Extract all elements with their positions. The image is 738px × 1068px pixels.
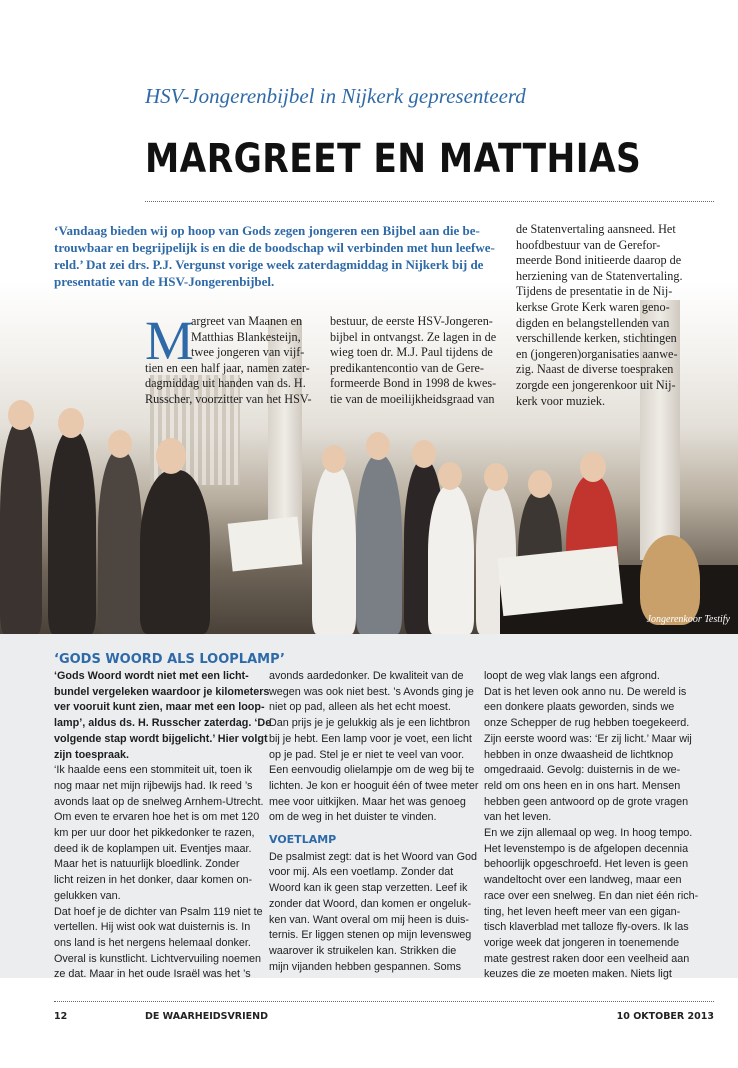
- article-kicker: HSV-Jongerenbijbel in Nijkerk gepresenteerd: [145, 84, 526, 108]
- speech-column-3: loopt de weg vlak langs een afgrond. Dat is het leven ook anno nu. De wereld is een donkere plaats geworden, sinds we onze Schepper de rug hebben toegekeerd. Zijn eerste woord was: ‘Er zij licht.’ Maar wij hebben in onze dwaasheid de lichtknop omgedraaid. Gevolg: duisternis in de we- reld om ons heen en in ons hart. Mensen hebben geen antwoord op de grote vragen van het leven. En we zijn allemaal op weg. In hoog tempo. Het levenstempo is de afgelopen decennia behoorlijk opgeschroefd. Het leven is geen wandeltocht over een landweg, maar een race over een snelweg. En dan niet één rich- ting, het leven heeft meer van een gigan- tisch klaverblad met talloze fly-overs. Ik las vorige week dat jongeren in toenemende mate gestrest raken door een veelheid aan keuzes die ze moeten maken. Niets ligt: [484, 670, 699, 981]
- choir-member: [312, 465, 356, 634]
- page-number: 12: [54, 1011, 68, 1022]
- speech-column-2: avonds aardedonker. De kwaliteit van de wegen was ook niet best. ’s Avonds ging je niet op pad, alleen als het echt moest. Dan prijs je je gelukkig als je een lichtbron bij je hebt. Een lamp voor je voet, een licht op je pad. Stel je er niet te veel van voor. Een eenvoudig olielampje om de weg bij te lichten. Je kon er hooguit één of twee meter mee voor uitkijken. Maar het was genoeg om de weg in het duister te vinden. VOETLAMP De psalmist zegt: dat is het Woord van God voor mij. Als een voetlamp. Zonder dat Woord kan ik geen stap verzetten. Leef ik zonder dat Woord, dan komen er ongeluk- ken van. Want overal om mij heen is duis- ternis. Er liggen stenen op mijn levensweg waarover ik struikelen kan. Strikken die mijn vijanden hebben gespannen. Soms: [269, 670, 479, 973]
- subheading-voetlamp: VOETLAMP: [269, 833, 337, 847]
- intro-column-2: bestuur, de eerste HSV-Jongeren- bijbel in ontvangst. Ze lagen in de wieg toen dr. M.J. Paul tijdens de predikantencontio van de Gere- formeerde Bond in 1998 de kwes- tie van de moeilijkheidsgraad van: [330, 314, 497, 406]
- pianist: [640, 535, 700, 625]
- footer-divider: [54, 1001, 714, 1002]
- choir-member: [356, 455, 402, 634]
- issue-date: 10 OKTOBER 2013: [616, 1011, 714, 1022]
- choir-member: [0, 420, 42, 634]
- choir-member: [428, 485, 474, 634]
- intro-column-1: argreet van Maanen en Matthias Blankesteijn, twee jongeren van vijf- tien en een half jaar, namen zater- dagmiddag uit handen van ds. H. Russcher, voorzitter van het HSV-: [145, 314, 312, 406]
- section-title: ‘GODS WOORD ALS LOOPLAMP’: [54, 652, 285, 667]
- article-lead: ‘Vandaag bieden wij op hoop van Gods zegen jongeren een Bijbel aan die be- trouwbaar en begrijpelijk is en die de boodschap wil verbinden met hun leefwe- reld.’ Dat zei drs. P.J. Vergunst vorige week zaterdagmiddag in Nijkerk bij de presentatie van de HSV-Jongerenbijbel.: [54, 223, 495, 289]
- photo-caption: Jongerenkoor Testify: [646, 614, 730, 625]
- music-stand-sheet: [228, 516, 303, 571]
- speech-column-1: ‘Gods Woord wordt niet met een licht- bundel vergeleken waardoor je kilometers ver vooruit kunt zien, maar met een loop- lamp’, aldus ds. H. Russcher zaterdag. ‘De volgende stap wordt bijgelicht.’ Hier volgt zijn toespraak. ‘Ik haalde eens een stommiteit uit, toen ik nog maar net mijn rijbewijs had. Ik reed ’s avonds laat op de snelweg Arnhem-Utrecht. Om even te ervaren hoe het is om met 120 km per uur door het pikkedonker te razen, deed ik de koplampen uit. Eventjes maar. Maar het is natuurlijk bloedlink. Zonder licht reizen in het donker, daar komen on- gelukken van. Dat hoef je de dichter van Psalm 119 niet te vertellen. Hij wist ook wat duisternis is. In ons land is het nergens helemaal donker. Overal is kunstlicht. Lichtvervuiling noemen ze dat. Maar in het oude Israël was het ’s: [54, 670, 272, 981]
- publication-name: DE WAARHEIDSVRIEND: [145, 1011, 268, 1022]
- choir-member: [98, 450, 142, 634]
- choir-member: [48, 430, 96, 634]
- intro-column-3: de Statenvertaling aansneed. Het hoofdbestuur van de Gerefor- meerde Bond initieerde daarop de herziening van de Statenvertaling. Tijdens de presentatie in de Nij- kerkse Grote Kerk waren geno- digden en belangstellenden van verschillende kerken, stichtingen en (jongeren)organisaties aanwe- zig. Naast de diverse toespraken zorgde een jongerenkoor uit Nij- kerk voor muziek.: [516, 222, 683, 408]
- headline-divider: [145, 201, 714, 202]
- flute-player: [140, 470, 210, 634]
- article-headline: MARGREET EN MATTHIAS: [145, 136, 642, 182]
- drop-cap: M: [145, 310, 194, 371]
